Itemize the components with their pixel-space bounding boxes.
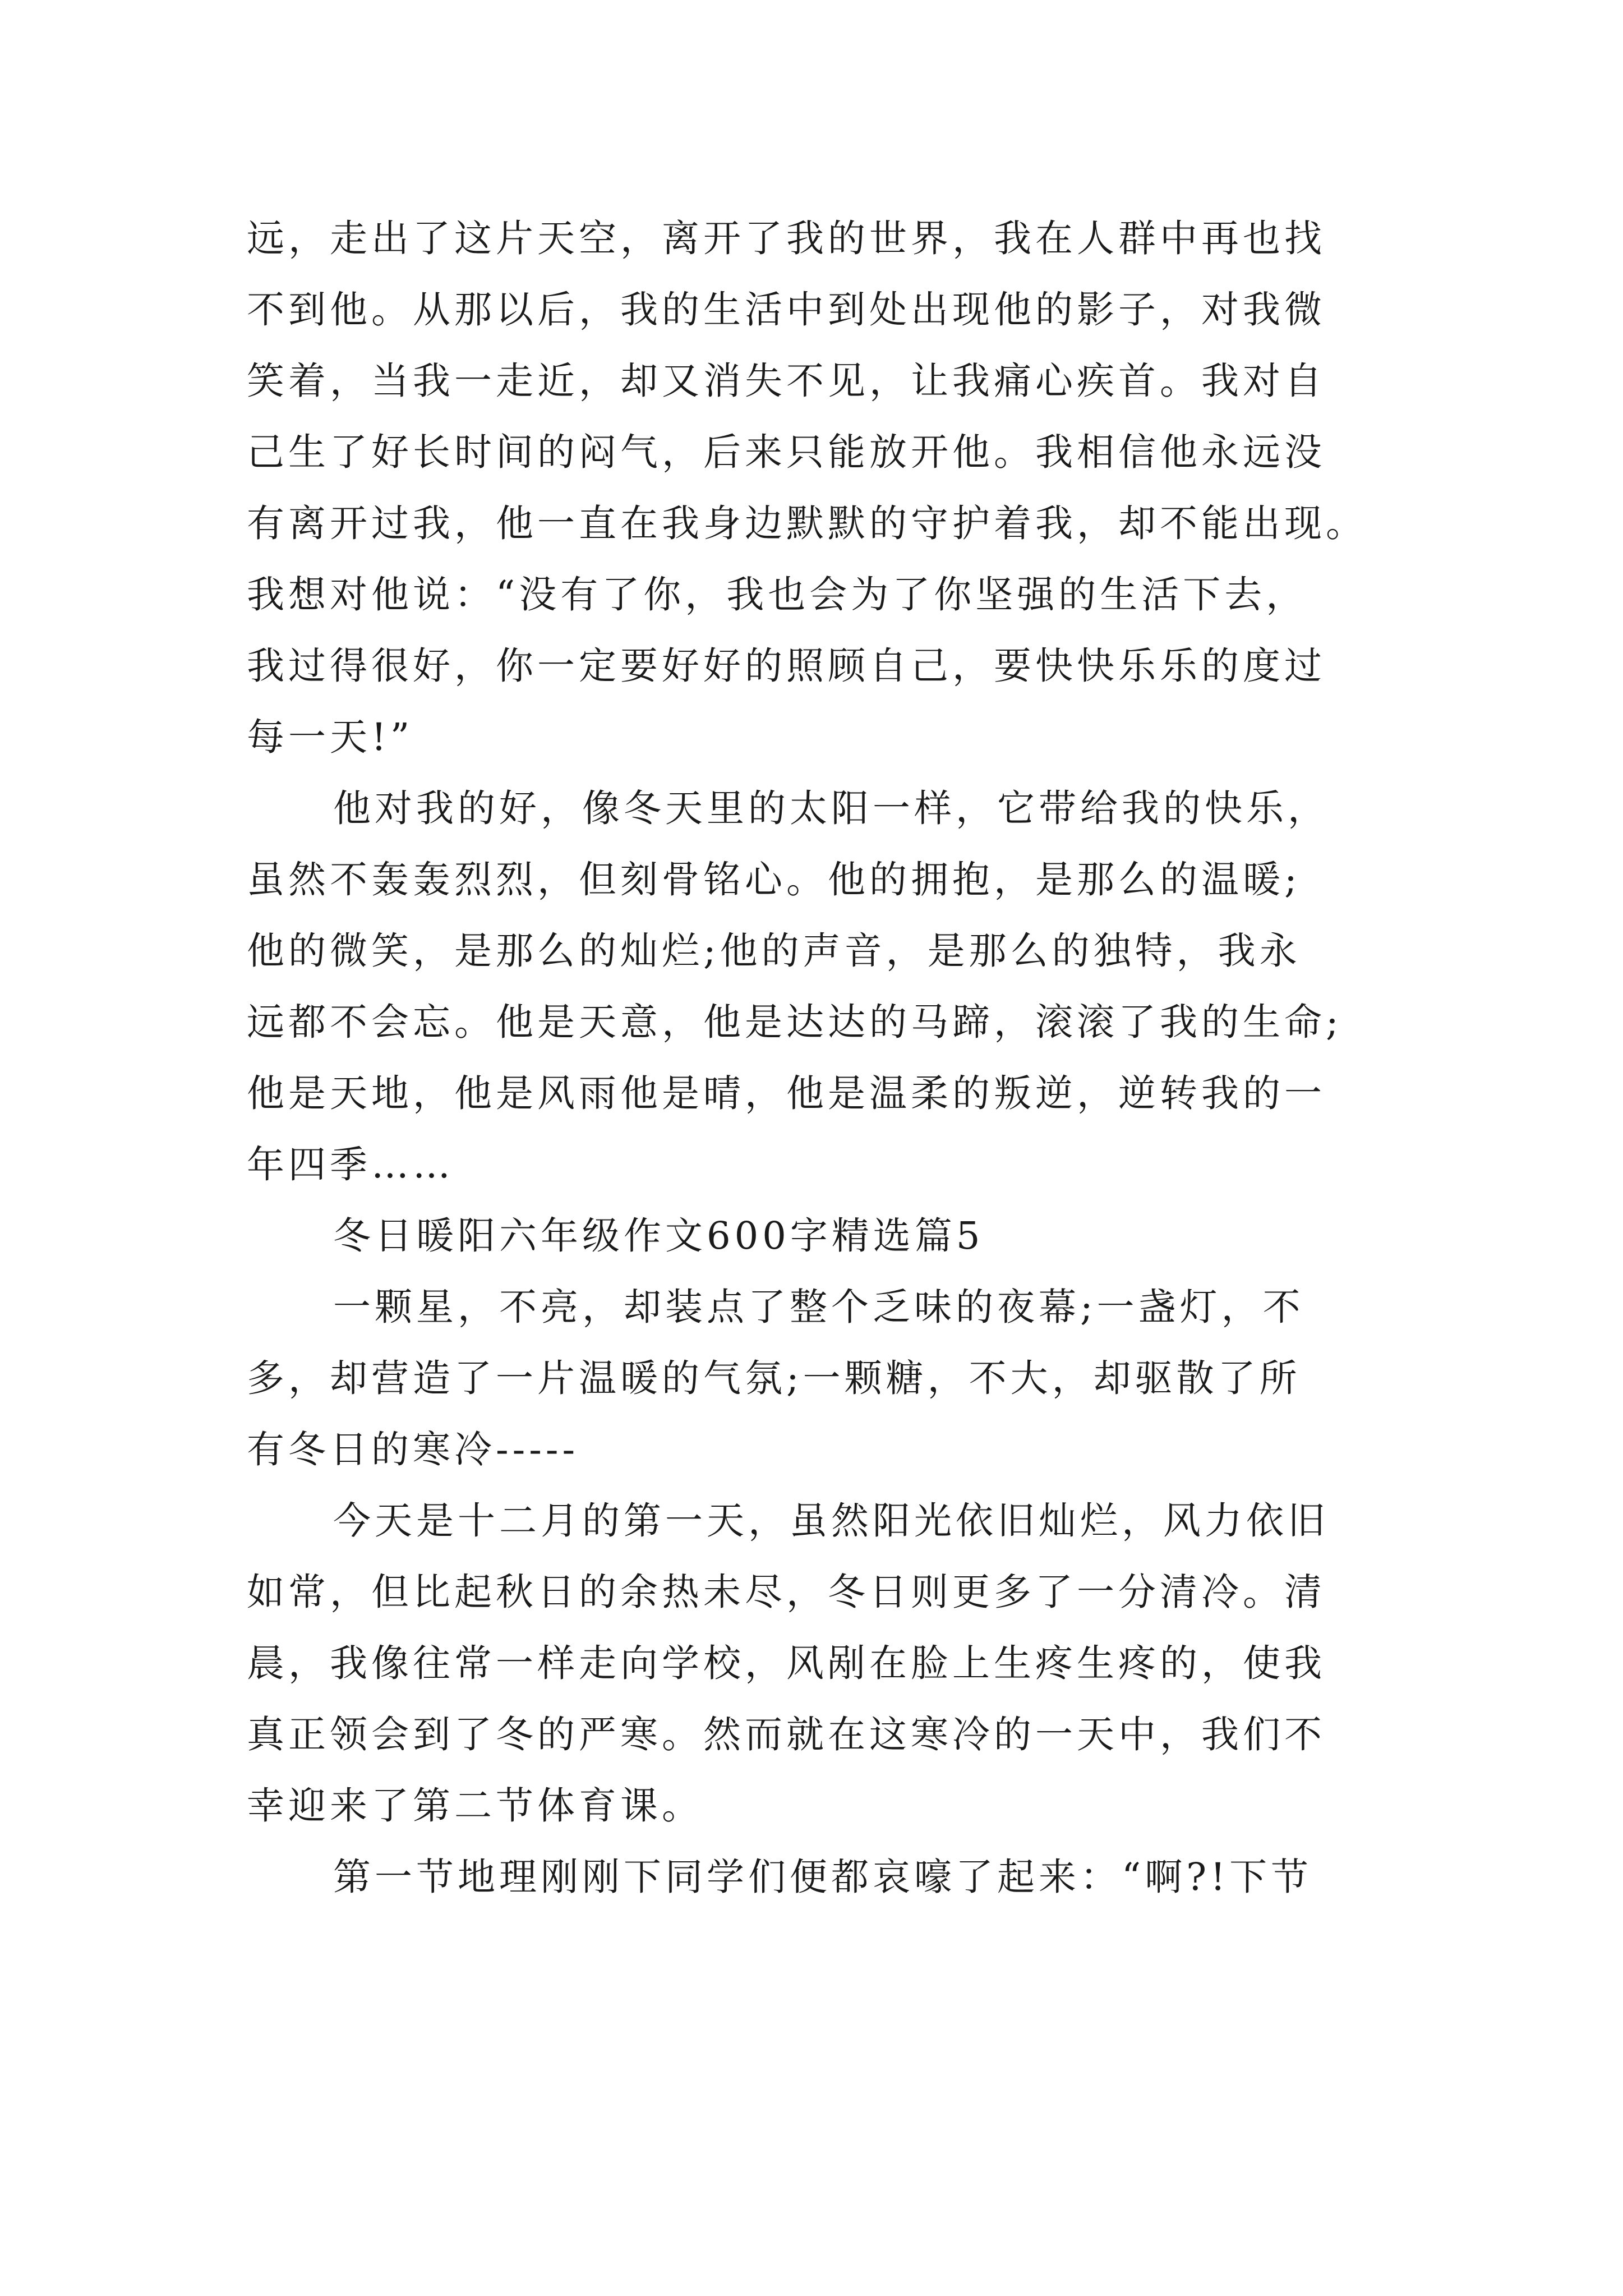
text-line: 远，走出了这片天空，离开了我的世界，我在人群中再也找	[247, 217, 1326, 260]
text-line: 远都不会忘。他是天意，他是达达的马蹄，滚滚了我的生命;	[247, 1000, 1343, 1044]
text-line: 幸迎来了第二节体育课。	[247, 1784, 703, 1828]
text-line: 虽然不轰轰烈烈，但刻骨铭心。他的拥抱，是那么的温暖;	[247, 858, 1301, 901]
text-line: 我想对他说：“没有了你，我也会为了你坚强的生活下去，	[247, 573, 1308, 616]
document-body	[247, 203, 1388, 1913]
paragraph-first-line: 一颗星，不亮，却装点了整个乏味的夜幕;一盏灯，不	[333, 1285, 1304, 1329]
text-line: 不到他。从那以后，我的生活中到处出现他的影子，对我微	[247, 288, 1326, 332]
text-line: 如常，但比起秋日的余热未尽，冬日则更多了一分清冷。清	[247, 1570, 1326, 1614]
text-line: 多，却营造了一片温暖的气氛;一颗糖，不大，却驱散了所	[247, 1356, 1301, 1400]
text-line: 每一天!”	[247, 715, 414, 759]
text-line: 他是天地，他是风雨他是晴，他是温柔的叛逆，逆转我的一	[247, 1071, 1326, 1115]
text-line: 有离开过我，他一直在我身边默默的守护着我，却不能出现。	[247, 501, 1367, 545]
paragraph-first-line: 第一节地理刚刚下同学们便都哀嚎了起来：“啊?!下节	[333, 1855, 1313, 1899]
text-line: 真正领会到了冬的严寒。然而就在这寒冷的一天中，我们不	[247, 1713, 1326, 1756]
text-line: 我过得很好，你一定要好好的照顾自己，要快快乐乐的度过	[247, 644, 1326, 688]
text-line: 年四季……	[247, 1143, 454, 1186]
text-line: 他的微笑，是那么的灿烂;他的声音，是那么的独特，我永	[247, 929, 1301, 973]
text-line: 笑着，当我一走近，却又消失不见，让我痛心疾首。我对自	[247, 359, 1326, 403]
text-line: 有冬日的寒冷-----	[247, 1428, 579, 1471]
paragraph-first-line: 今天是十二月的第一天，虽然阳光依旧灿烂，风力依旧	[333, 1499, 1329, 1543]
text-line: 己生了好长时间的闷气，后来只能放开他。我相信他永远没	[247, 430, 1326, 474]
section-heading: 冬日暖阳六年级作文600字精选篇5	[333, 1214, 984, 1258]
paragraph-first-line: 他对我的好，像冬天里的太阳一样，它带给我的快乐，	[333, 786, 1329, 830]
text-line: 晨，我像往常一样走向学校，风剐在脸上生疼生疼的，使我	[247, 1641, 1326, 1685]
